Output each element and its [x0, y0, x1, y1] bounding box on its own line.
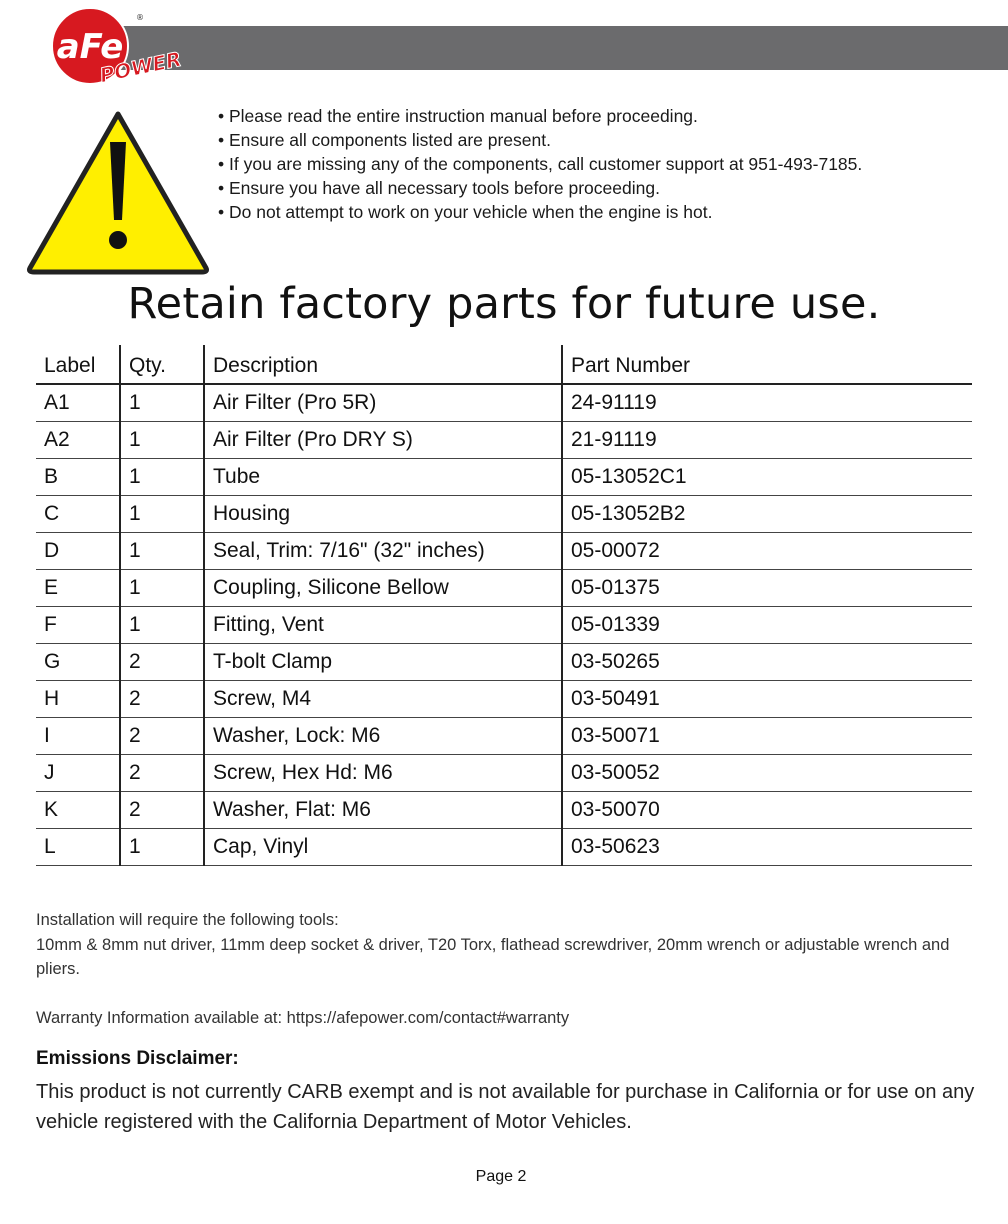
- cell-qty: 1: [120, 533, 204, 570]
- cell-qty: 1: [120, 422, 204, 459]
- tools-intro: Installation will require the following tools:: [36, 911, 339, 929]
- warning-note: • Ensure you have all necessary tools before proceeding.: [218, 176, 862, 200]
- cell-description: Cap, Vinyl: [204, 829, 562, 866]
- table-row: [36, 644, 972, 681]
- cell-part-number: 03-50491: [562, 681, 972, 718]
- cell-qty: 1: [120, 607, 204, 644]
- warning-triangle-icon: [24, 108, 212, 276]
- warning-note: • Please read the entire instruction manual before proceeding.: [218, 104, 862, 128]
- cell-description: Screw, M4: [204, 681, 562, 718]
- cell-description: Washer, Lock: M6: [204, 718, 562, 755]
- cell-description: T-bolt Clamp: [204, 644, 562, 681]
- cell-qty: 1: [120, 496, 204, 533]
- cell-description: Fitting, Vent: [204, 607, 562, 644]
- cell-part-number: 03-50070: [562, 792, 972, 829]
- cell-label: A2: [36, 422, 120, 459]
- table-row: [36, 792, 972, 829]
- cell-label: I: [36, 718, 120, 755]
- cell-label: C: [36, 496, 120, 533]
- cell-part-number: 05-13052B2: [562, 496, 972, 533]
- table-row: [36, 570, 972, 607]
- cell-part-number: 24-91119: [562, 384, 972, 422]
- header-description: Description: [204, 345, 562, 384]
- disclaimer-title: Emissions Disclaimer:: [36, 1048, 239, 1069]
- cell-label: K: [36, 792, 120, 829]
- table-row: [36, 755, 972, 792]
- warning-note: • Ensure all components listed are present.: [218, 128, 862, 152]
- cell-description: Air Filter (Pro 5R): [204, 384, 562, 422]
- cell-label: G: [36, 644, 120, 681]
- cell-label: H: [36, 681, 120, 718]
- cell-label: A1: [36, 384, 120, 422]
- warning-notes-list: [218, 104, 862, 224]
- tools-section: [36, 908, 976, 982]
- table-row: [36, 496, 972, 533]
- cell-description: Housing: [204, 496, 562, 533]
- cell-description: Tube: [204, 459, 562, 496]
- cell-qty: 1: [120, 829, 204, 866]
- cell-part-number: 21-91119: [562, 422, 972, 459]
- table-row: [36, 384, 972, 422]
- cell-part-number: 05-01339: [562, 607, 972, 644]
- cell-qty: 2: [120, 681, 204, 718]
- retain-parts-heading: Retain factory parts for future use.: [127, 279, 881, 329]
- cell-part-number: 03-50623: [562, 829, 972, 866]
- cell-description: Seal, Trim: 7/16" (32" inches): [204, 533, 562, 570]
- parts-table: [36, 345, 972, 866]
- cell-part-number: 03-50052: [562, 755, 972, 792]
- table-row: [36, 718, 972, 755]
- warning-note: • Do not attempt to work on your vehicle when the engine is hot.: [218, 200, 862, 224]
- cell-part-number: 03-50071: [562, 718, 972, 755]
- svg-text:aFe: aFe: [56, 27, 124, 67]
- header-bar: [95, 26, 1008, 70]
- cell-label: L: [36, 829, 120, 866]
- cell-qty: 2: [120, 644, 204, 681]
- cell-label: J: [36, 755, 120, 792]
- header-part-number: Part Number: [562, 345, 972, 384]
- cell-part-number: 05-00072: [562, 533, 972, 570]
- disclaimer-text: This product is not currently CARB exempt and is not available for purchase in California or for use on any vehicle registered with the California Department of Motor Vehicles.: [36, 1081, 975, 1133]
- cell-description: Air Filter (Pro DRY S): [204, 422, 562, 459]
- cell-label: E: [36, 570, 120, 607]
- cell-label: D: [36, 533, 120, 570]
- header-qty: Qty.: [120, 345, 204, 384]
- svg-text:POWER: POWER: [97, 46, 184, 88]
- table-row: [36, 459, 972, 496]
- cell-part-number: 05-01375: [562, 570, 972, 607]
- cell-part-number: 05-13052C1: [562, 459, 972, 496]
- cell-description: Coupling, Silicone Bellow: [204, 570, 562, 607]
- cell-qty: 1: [120, 384, 204, 422]
- cell-description: Washer, Flat: M6: [204, 792, 562, 829]
- warranty-info: Warranty Information available at: https://afepower.com/contact#warranty: [36, 1009, 570, 1027]
- page-number: Page 2: [475, 1168, 527, 1185]
- cell-qty: 1: [120, 459, 204, 496]
- svg-text:®: ®: [136, 13, 144, 22]
- cell-qty: 2: [120, 792, 204, 829]
- table-row: [36, 829, 972, 866]
- table-row: [36, 607, 972, 644]
- afe-power-logo: [42, 2, 192, 98]
- cell-label: F: [36, 607, 120, 644]
- cell-part-number: 03-50265: [562, 644, 972, 681]
- warning-note: • If you are missing any of the components, call customer support at 951-493-7185.: [218, 152, 862, 176]
- cell-qty: 2: [120, 755, 204, 792]
- table-row: [36, 422, 972, 459]
- cell-label: B: [36, 459, 120, 496]
- cell-qty: 1: [120, 570, 204, 607]
- cell-description: Screw, Hex Hd: M6: [204, 755, 562, 792]
- table-header-row: [36, 345, 972, 384]
- header-label: Label: [36, 345, 120, 384]
- table-row: [36, 533, 972, 570]
- cell-qty: 2: [120, 718, 204, 755]
- tools-list: 10mm & 8mm nut driver, 11mm deep socket & driver, T20 Torx, flathead screwdriver, 20mm wrench or adjustable wrench and pliers.: [36, 935, 950, 978]
- table-row: [36, 681, 972, 718]
